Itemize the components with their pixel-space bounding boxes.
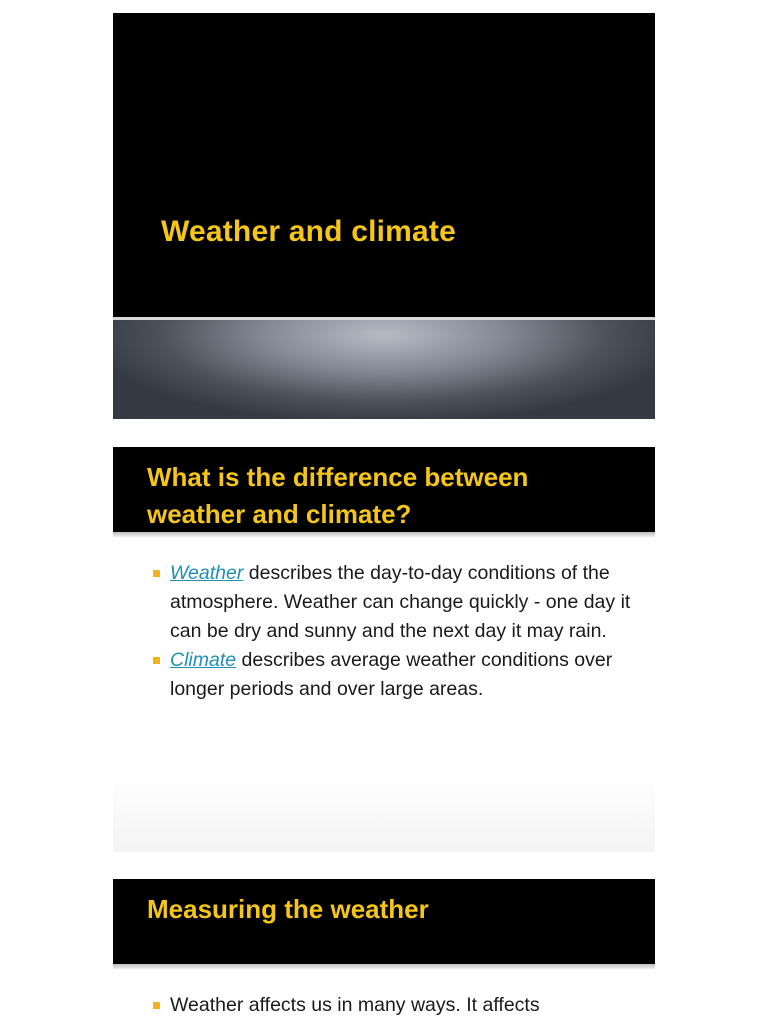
bullet-text: describes average weather conditions over longer periods and over large areas. [170,649,613,700]
bullet-item-weather [153,559,643,646]
slide-heading: What is the difference between weather and climate? [147,462,529,529]
term-link-climate[interactable]: Climate [170,649,237,671]
slide-heading: Measuring the weather [147,894,429,924]
bullet-list [153,559,643,704]
slide-header [113,447,655,532]
slide-weather-vs-climate [113,447,655,852]
term-link-weather[interactable]: Weather [170,562,244,584]
header-rule [113,964,655,969]
slide-measuring-the-weather [113,879,655,1024]
bullet-item [153,991,643,1020]
bullet-text: Weather affects us in many ways. It affects [170,994,540,1016]
slide-title-weather-and-climate [113,13,655,419]
bullet-text: describes the day-to-day conditions of the atmosphere. Weather can change quickly - one day it can be dry and sunny and the next day it may rain. [170,562,631,642]
bullet-item-climate [153,646,643,704]
gradient-band [113,320,655,419]
slide-header [113,879,655,964]
bullet-list [153,991,643,1020]
bullet-square-icon [153,570,160,577]
bullet-square-icon [153,1002,160,1009]
bullet-square-icon [153,657,160,664]
slide-title-text: Weather and climate [161,215,457,248]
